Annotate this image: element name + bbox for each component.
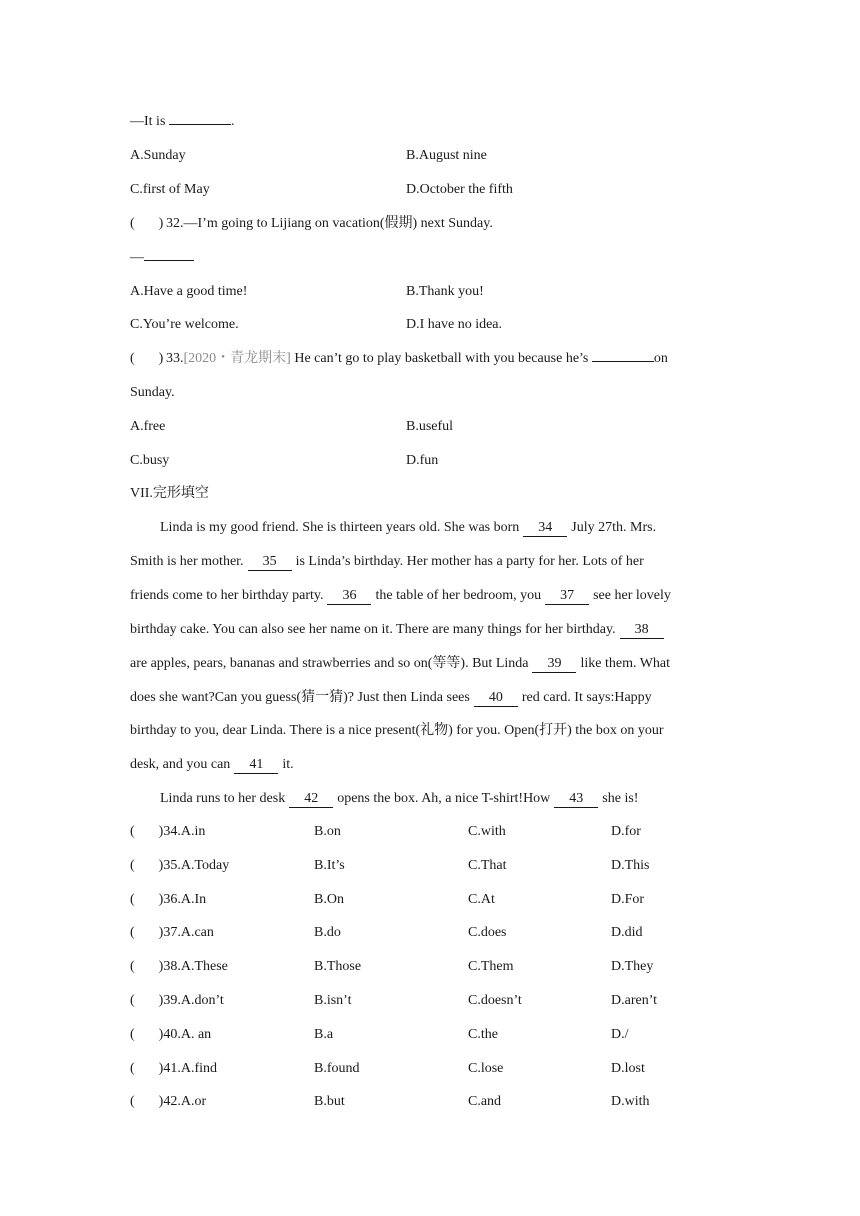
- q32-option-a: A.Have a good time!: [130, 284, 248, 299]
- question-number: 37.: [163, 925, 181, 940]
- option-b: B.Those: [314, 959, 362, 974]
- option-d: D./: [611, 1027, 629, 1042]
- question-number: 35.: [163, 858, 181, 873]
- q31-option-a: A.Sunday: [130, 148, 186, 163]
- answer-paren-open[interactable]: (: [130, 892, 135, 907]
- q33-stem-after: on: [653, 351, 668, 366]
- answer-paren-open[interactable]: (: [130, 1061, 135, 1076]
- answer-paren-close: ): [158, 925, 164, 940]
- answer-paren-close: ): [158, 1094, 164, 1109]
- answer-paren-close: ): [158, 858, 164, 873]
- passage-text: birthday to you, dear Linda. There is a nice present(礼物) for you. Open(打开) the box on your: [130, 723, 664, 738]
- passage-text: birthday cake. You can also see her name on it. There are many things for her birthday.: [130, 622, 616, 637]
- option-c: C.does: [468, 925, 507, 940]
- q32-option-b: B.Thank you!: [406, 284, 484, 299]
- q33-blank[interactable]: [592, 361, 654, 362]
- choice-number: [130, 822, 205, 842]
- answer-paren-close: ): [158, 1027, 164, 1042]
- option-a: A.or: [180, 1094, 207, 1109]
- q32-option-c: C.You’re welcome.: [130, 317, 239, 332]
- passage-text: see her lovely: [593, 588, 671, 603]
- choice-number: [130, 856, 229, 876]
- answer-paren-open[interactable]: (: [130, 959, 135, 974]
- option-c: C.At: [468, 892, 495, 907]
- section-title: VII.完形填空: [130, 486, 209, 501]
- passage-text: it.: [282, 757, 294, 772]
- q32-number: 32.: [166, 216, 184, 231]
- q31-answer-suffix: .: [230, 114, 235, 129]
- option-c: C.Them: [468, 959, 514, 974]
- q33-answer-paren-close: ): [158, 351, 164, 366]
- q33-stem-cont: Sunday.: [130, 385, 175, 400]
- option-b: B.found: [314, 1061, 360, 1076]
- passage-text: like them. What: [580, 656, 671, 671]
- option-a: A.In: [180, 892, 207, 907]
- passage-line-7: [130, 721, 730, 741]
- option-d: D.did: [611, 925, 643, 940]
- passage-line-4: [130, 620, 730, 640]
- option-a: A.These: [180, 959, 228, 974]
- answer-paren-close: ): [158, 993, 164, 1008]
- option-a: A.find: [180, 1061, 218, 1076]
- answer-paren-close: ): [158, 824, 164, 839]
- q33-stem-line: [130, 349, 668, 369]
- passage-text: is Linda’s birthday. Her mother has a party for her. Lots of her: [295, 554, 644, 569]
- option-c: C.the: [468, 1027, 498, 1042]
- passage-text: opens the box. Ah, a nice T-shirt!How: [337, 791, 551, 806]
- passage-text: does she want?Can you guess(猜一猜)? Just then Linda sees: [130, 690, 470, 705]
- passage-text: red card. It says:Happy: [521, 690, 652, 705]
- choice-number: [130, 1092, 206, 1112]
- choice-number: [130, 1059, 217, 1079]
- q33-answer-paren-open[interactable]: (: [130, 351, 135, 366]
- choice-number: [130, 1025, 211, 1045]
- q31-answer-prefix: —It is: [130, 114, 166, 129]
- passage-text: friends come to her birthday party.: [130, 588, 324, 603]
- passage-text: desk, and you can: [130, 757, 231, 772]
- option-c: C.lose: [468, 1061, 504, 1076]
- q31-answer-line: [130, 112, 234, 132]
- option-a: A.in: [180, 824, 206, 839]
- answer-paren-open[interactable]: (: [130, 824, 135, 839]
- passage-line-5: [130, 654, 730, 674]
- option-b: B.a: [314, 1027, 334, 1042]
- q33-option-a: A.free: [130, 419, 166, 434]
- answer-paren-open[interactable]: (: [130, 1027, 135, 1042]
- q32-reply-prefix: —: [130, 250, 144, 265]
- q31-option-b: B.August nine: [406, 148, 487, 163]
- option-d: D.with: [611, 1094, 650, 1109]
- option-c: C.doesn’t: [468, 993, 522, 1008]
- blank-39[interactable]: 39: [532, 656, 576, 673]
- answer-paren-close: ): [158, 959, 164, 974]
- option-d: D.lost: [611, 1061, 645, 1076]
- passage-line-2: [130, 552, 730, 572]
- option-b: B.do: [314, 925, 341, 940]
- option-d: D.aren’t: [611, 993, 657, 1008]
- answer-paren-open[interactable]: (: [130, 993, 135, 1008]
- q32-reply-line: [130, 248, 194, 268]
- q33-option-d: D.fun: [406, 453, 439, 468]
- question-number: 36.: [163, 892, 181, 907]
- blank-40[interactable]: 40: [474, 690, 518, 707]
- q32-stem-line: [130, 214, 493, 234]
- option-d: D.for: [611, 824, 641, 839]
- q33-stem-before: He can’t go to play basketball with you because he’s: [290, 351, 589, 366]
- option-a: A. an: [180, 1027, 212, 1042]
- passage-line-1: [160, 518, 760, 538]
- q32-answer-paren-open[interactable]: (: [130, 216, 135, 231]
- passage-text: Linda runs to her desk: [160, 791, 286, 806]
- option-d: D.This: [611, 858, 650, 873]
- q33-option-b: B.useful: [406, 419, 454, 434]
- passage-text: July 27th. Mrs.: [571, 520, 657, 535]
- q32-option-d: D.I have no idea.: [406, 317, 503, 332]
- answer-paren-close: ): [158, 1061, 164, 1076]
- choice-number: [130, 991, 224, 1011]
- blank-38[interactable]: 38: [620, 622, 664, 639]
- question-number: 42.: [163, 1094, 181, 1109]
- passage-line-9: [160, 789, 760, 809]
- q32-answer-paren-close: ): [158, 216, 164, 231]
- blank-34[interactable]: 34: [523, 520, 567, 537]
- option-b: B.but: [314, 1094, 345, 1109]
- question-number: 38.: [163, 959, 181, 974]
- option-b: B.It’s: [314, 858, 345, 873]
- q33-source: [2020・青龙期末]: [183, 351, 291, 366]
- option-d: D.For: [611, 892, 645, 907]
- blank-35[interactable]: 35: [248, 554, 292, 571]
- option-b: B.on: [314, 824, 341, 839]
- option-d: D.They: [611, 959, 654, 974]
- blank-41[interactable]: 41: [234, 757, 278, 774]
- passage-text: are apples, pears, bananas and strawberries and so on(等等). But Linda: [130, 656, 529, 671]
- option-a: A.Today: [180, 858, 230, 873]
- choice-number: [130, 890, 206, 910]
- q32-stem: —I’m going to Lijiang on vacation(假期) next Sunday.: [183, 216, 493, 231]
- option-b: B.isn’t: [314, 993, 352, 1008]
- blank-42[interactable]: 42: [289, 791, 333, 808]
- passage-line-8: [130, 755, 730, 775]
- choice-number: [130, 957, 228, 977]
- passage-line-6: [130, 688, 730, 708]
- choice-number: [130, 923, 214, 943]
- q32-reply-blank[interactable]: [144, 260, 194, 261]
- question-number: 39.: [163, 993, 181, 1008]
- option-a: A.don’t: [180, 993, 224, 1008]
- question-number: 40.: [163, 1027, 181, 1042]
- option-a: A.can: [180, 925, 214, 940]
- blank-36[interactable]: 36: [327, 588, 371, 605]
- option-b: B.On: [314, 892, 344, 907]
- answer-paren-open[interactable]: (: [130, 925, 135, 940]
- passage-text: she is!: [602, 791, 639, 806]
- q31-answer-blank[interactable]: [169, 124, 231, 125]
- q31-option-d: D.October the fifth: [406, 182, 513, 197]
- question-number: 41.: [163, 1061, 181, 1076]
- answer-paren-open[interactable]: (: [130, 858, 135, 873]
- passage-text: Linda is my good friend. She is thirteen years old. She was born: [160, 520, 520, 535]
- answer-paren-close: ): [158, 892, 164, 907]
- passage-text: the table of her bedroom, you: [375, 588, 542, 603]
- option-c: C.That: [468, 858, 507, 873]
- option-c: C.with: [468, 824, 506, 839]
- answer-paren-open[interactable]: (: [130, 1094, 135, 1109]
- passage-text: Smith is her mother.: [130, 554, 244, 569]
- q33-number: 33.: [166, 351, 184, 366]
- question-number: 34.: [163, 824, 181, 839]
- blank-43[interactable]: 43: [554, 791, 598, 808]
- q31-option-c: C.first of May: [130, 182, 210, 197]
- option-c: C.and: [468, 1094, 502, 1109]
- blank-37[interactable]: 37: [545, 588, 589, 605]
- q33-option-c: C.busy: [130, 453, 170, 468]
- passage-line-3: [130, 586, 730, 606]
